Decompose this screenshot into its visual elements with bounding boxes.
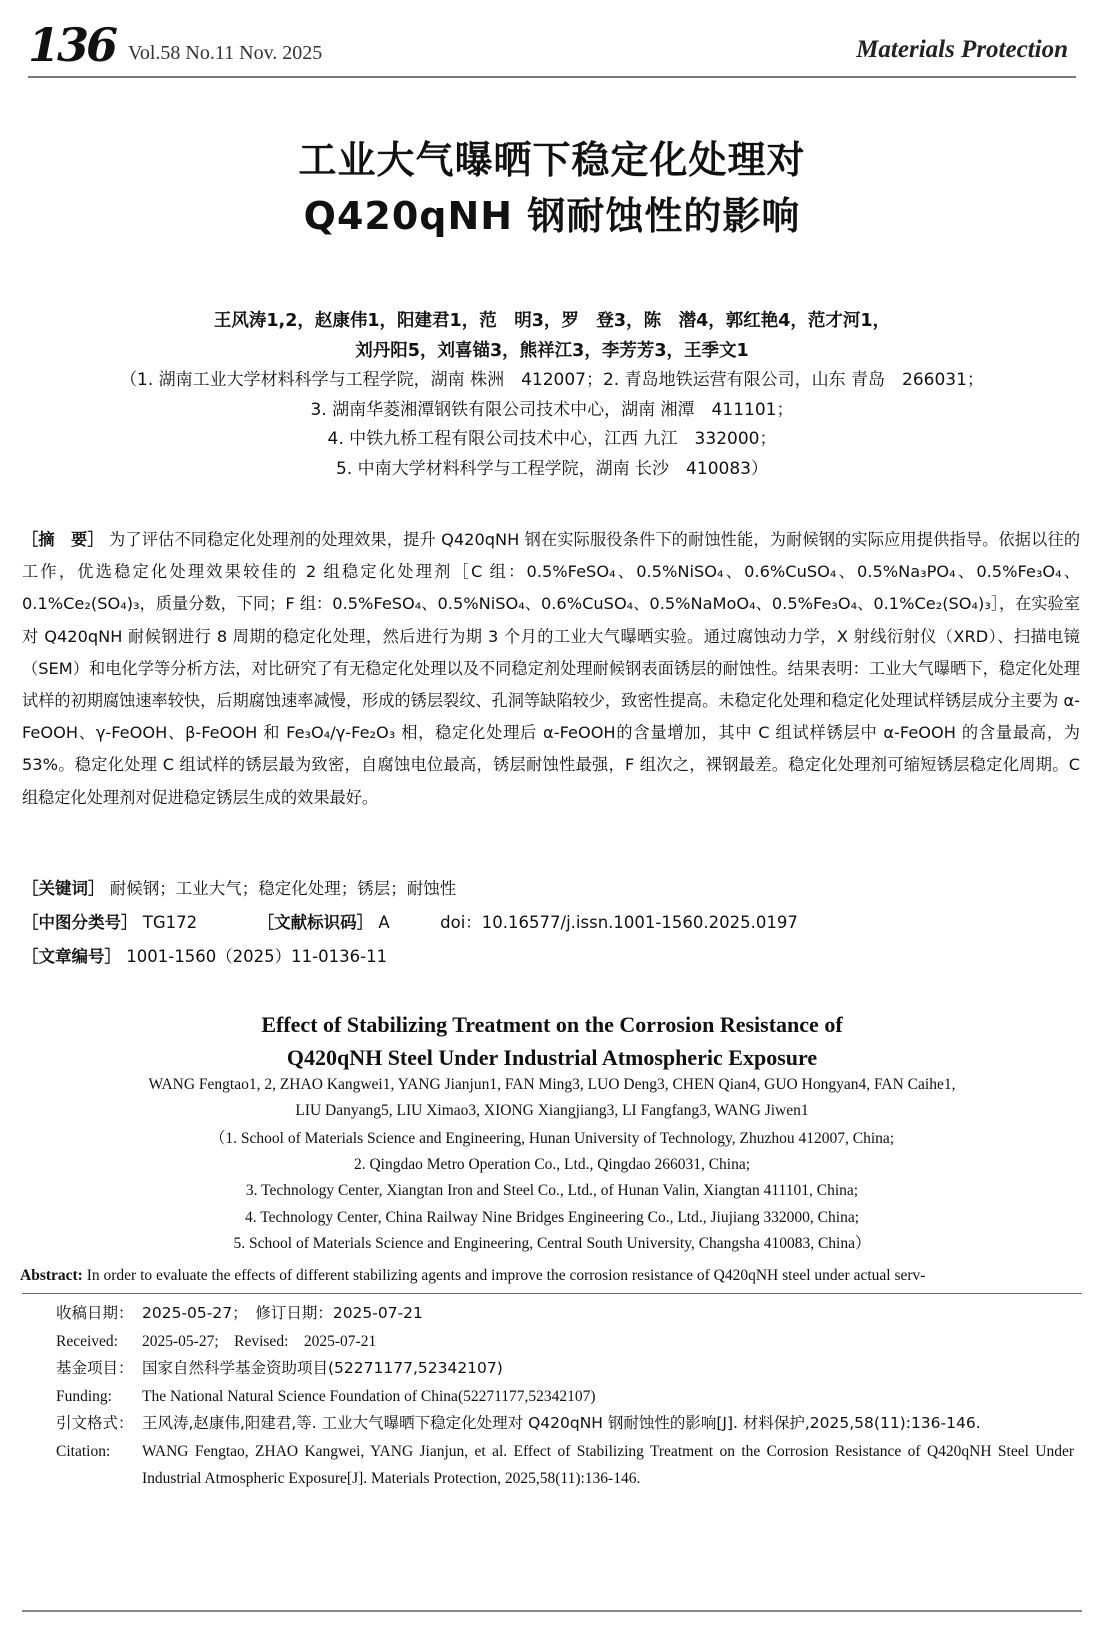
abstract-text: 为了评估不同稳定化处理剂的处理效果，提升 Q420qNH 钢在实际服役条件下的耐蚀性能，为耐候钢的实际应用提供指导。依据以往的工作，优选稳定化处理效果较佳的 2 组稳定化处理剂［C 组：0.5%FeSO₄、0.5%NiSO₄、0.6%CuSO₄、0.5%Na₃PO₄、0.5%Fe₃O₄、0.1%Ce₂(SO₄)₃，质量分数，下同；F 组：0.5%FeSO₄、0.5%NiSO₄、0.6%CuSO₄、0.5%NaMoO₄、0.5%Fe₃O₄、0.1%Ce₂(SO₄)₃］，在实验室对 Q420qNH 耐候钢进行 8 周期的稳定化处理，然后进行为期 3 个月的工业大气曝晒实验。通过腐蚀动力学，X 射线衍射仪（XRD）、扫描电镜（SEM）和电化学等分析方法，对比研究了有无稳定化处理以及不同稳定剂处理耐候钢表面锈层的耐蚀性。结果表明：工业大气曝晒下，稳定化处理试样的初期腐蚀速率较快，后期腐蚀速率减慢，形成的锈层裂纹、孔洞等缺陷较少，致密性提高。未稳定化处理和稳定化处理试样锈层成分主要为 α-FeOOH、γ-FeOOH、β-FeOOH 和 Fe₃O₄/γ-Fe₂O₃ 相，稳定化处理后 α-FeOOH的含量增加，其中 C 组试样锈层中 α-FeOOH 的含量最高，为 53%。稳定化处理 C 组试样的锈层最为致密，自腐蚀电位最高，锈层耐蚀性最强，F 组次之，裸钢最差。稳定化处理剂可缩短锈层稳定化周期。C 组稳定化处理剂对促进稳定锈层生成的效果最好。 (22, 530, 1081, 807)
affiliation-en: （1. School of Materials Science and Engineering, Hunan University of Technology, Zhuzhou 412007, China; (209, 1130, 895, 1147)
affiliation-cn: （1. 湖南工业大学材料科学与工程学院，湖南 株洲 412007；2. 青岛地铁运营有限公司，山东 青岛 266031； (120, 370, 984, 390)
chinese-title-line2: Q420qNH 钢耐蚀性的影响 (303, 194, 801, 238)
chinese-title (0, 132, 1104, 244)
english-authors-line1: WANG Fengtao1, 2, ZHAO Kangwei1, YANG Jianjun1, FAN Ming3, LUO Deng3, CHEN Qian4, GUO Hongyan4, FAN Caihe1, (148, 1076, 956, 1093)
fund-en-row (56, 1383, 1074, 1411)
english-affiliations (0, 1126, 1104, 1257)
english-abstract-label: Abstract: (20, 1267, 83, 1284)
affiliation-en: 4. Technology Center, China Railway Nine Bridges Engineering Co., Ltd., Jiujiang 332000, China; (244, 1208, 860, 1226)
english-authors-line2: LIU Danyang5, LIU Ximao3, XIONG Xiangjiang3, LI Fangfang3, WANG Jiwen1 (295, 1102, 809, 1119)
doc-code-label: ［文献标识码］ (257, 913, 374, 932)
classification-row (22, 909, 1080, 933)
volume-info: Vol.58 No.11 Nov. 2025 (128, 42, 323, 64)
header-rule (28, 76, 1076, 78)
affiliation-en: 3. Technology Center, Xiangtan Iron and Steel Co., Ltd., of Hunan Valin, Xiangtan 411101, China; (245, 1182, 859, 1200)
received-en-value: 2025-05-27; Revised: 2025-07-21 (142, 1332, 377, 1350)
received-en-row (56, 1328, 1074, 1356)
chinese-title-line1: 工业大气曝晒下稳定化处理对 (298, 138, 806, 182)
chinese-abstract (22, 524, 1080, 814)
page-number: 136 (28, 18, 116, 72)
clc-value: TG172 (142, 913, 198, 932)
cite-en-row (56, 1438, 1074, 1493)
fund-cn-row (56, 1355, 1074, 1383)
affiliation-cn: 5. 中南大学材料科学与工程学院，湖南 长沙 410083） (336, 458, 768, 479)
doc-code-value: A (378, 913, 390, 932)
received-cn-label: 收稿日期： (56, 1304, 134, 1322)
footnote-rule (22, 1293, 1082, 1294)
chinese-authors-line1: 王风涛1,2，赵康伟1，阳建君1，范 明3，罗 登3，陈 潜4，郭红艳4，范才河1， (213, 311, 891, 331)
cite-en-value: WANG Fengtao, ZHAO Kangwei, YANG Jianjun, et al. Effect of Stabilizing Treatment on the Corrosion Resistance of Q420qNH Steel Under Industrial Atmospheric Exposure[J]. Materials Protection, 2025,58(11):136-146. (142, 1442, 1074, 1487)
cite-en-label: Citation: (56, 1442, 111, 1460)
journal-name: Materials Protection (856, 36, 1068, 63)
article-number-value: 1001-1560（2025）11-0136-11 (126, 947, 388, 966)
english-authors (0, 1072, 1104, 1124)
affiliation-en: 5. School of Materials Science and Engineering, Central South University, Changsha 410083, China） (233, 1234, 871, 1252)
doi-link[interactable]: doi：10.16577/j.issn.1001-1560.2025.0197 (440, 913, 798, 932)
keywords-text: 耐候钢；工业大气；稳定化处理；锈层；耐蚀性 (109, 879, 457, 898)
english-abstract-text: In order to evaluate the effects of different stabilizing agents and improve the corrosion resistance of Q420qNH steel under actual serv- (86, 1267, 926, 1284)
keywords-row (22, 875, 1080, 899)
english-title-line2: Q420qNH Steel Under Industrial Atmospheric Exposure (286, 1045, 818, 1070)
footnotes (56, 1300, 1074, 1493)
affiliation-en: 2. Qingdao Metro Operation Co., Ltd., Qingdao 266031, China; (353, 1156, 751, 1174)
article-number-row (22, 943, 1080, 967)
fund-en-label: Funding: (56, 1387, 112, 1405)
abstract-label: ［摘 要］ (22, 530, 104, 549)
cite-cn-row (56, 1410, 1074, 1438)
received-cn-value: 2025-05-27； 修订日期：2025-07-21 (142, 1304, 423, 1322)
cite-cn-label: 引文格式： (56, 1414, 134, 1432)
chinese-authors (0, 306, 1104, 366)
fund-cn-label: 基金项目： (56, 1359, 134, 1377)
clc-label: ［中图分类号］ (22, 913, 138, 932)
english-title-line1: Effect of Stabilizing Treatment on the Corrosion Resistance of (261, 1012, 843, 1037)
affiliation-cn: 3. 湖南华菱湘潭钢铁有限公司技术中心，湖南 湘潭 411101； (310, 399, 794, 420)
affiliation-cn: 4. 中铁九桥工程有限公司技术中心，江西 九江 332000； (327, 429, 777, 449)
fund-en-value: The National Natural Science Foundation of China(52271177,52342107) (142, 1387, 596, 1405)
cite-cn-value: 王风涛,赵康伟,阳建君,等. 工业大气曝晒下稳定化处理对 Q420qNH 钢耐蚀性的影响[J]. 材料保护,2025,58(11):136-146. (142, 1414, 981, 1432)
article-number-label: ［文章编号］ (22, 947, 121, 966)
chinese-affiliations (0, 366, 1104, 484)
english-title (0, 1008, 1104, 1074)
received-en-label: Received: (56, 1332, 118, 1350)
keywords-label: ［关键词］ (22, 879, 105, 898)
page-header (28, 18, 1076, 78)
fund-cn-value: 国家自然科学基金资助项目(52271177,52342107) (142, 1359, 503, 1377)
chinese-authors-line2: 刘丹阳5，刘喜锚3，熊祥江3，李芳芳3，王季文1 (355, 341, 749, 361)
bottom-rule (22, 1610, 1082, 1612)
english-abstract (20, 1267, 1084, 1285)
received-cn-row (56, 1300, 1074, 1328)
